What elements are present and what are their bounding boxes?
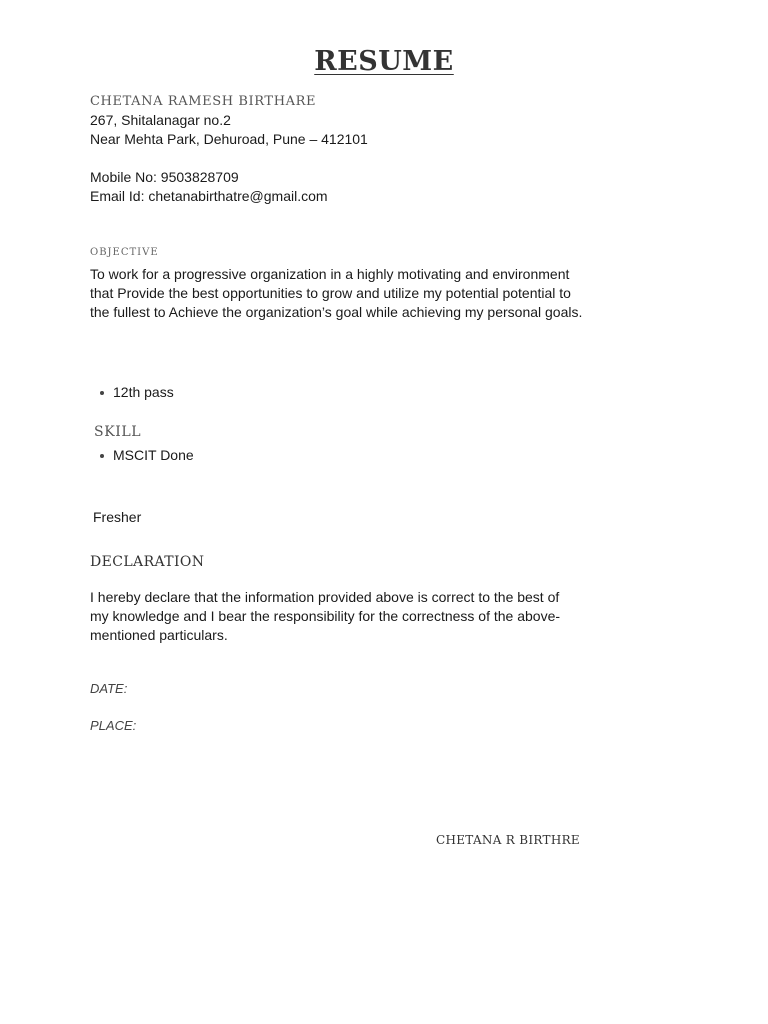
objective-heading: OBJECTIVE [90,247,159,258]
mobile-number: Mobile No: 9503828709 [90,169,239,185]
skill-list [90,446,194,465]
skill-item: MSCIT Done [90,446,194,465]
signature-name: CHETANA R BIRTHRE [436,833,580,847]
email-address: Email Id: chetanabirthatre@gmail.com [90,188,328,204]
date-label: DATE: [90,681,128,696]
skill-heading: SKILL [94,424,142,440]
declaration-heading: DECLARATION [90,554,205,570]
candidate-name: CHETANA RAMESH BIRTHARE [90,94,317,109]
address-line-1: 267, Shitalanagar no.2 [90,112,231,128]
place-label: PLACE: [90,718,137,733]
address-line-2: Near Mehta Park, Dehuroad, Pune – 412101 [90,131,368,147]
education-list [90,383,174,402]
resume-title: RESUME [314,46,454,77]
experience-text: Fresher [93,509,142,525]
declaration-text: I hereby declare that the information provided above is correct to the best of my knowledge and I bear the responsibility for the correctness of the above-mentioned particulars. [90,589,561,643]
objective-text: To work for a progressive organization in a highly motivating and environment that Provide the best opportunities to grow and utilize my potential potential to the fullest to Achieve the organization’s goal while achieving my personal goals. [90,266,583,320]
education-item: 12th pass [90,383,174,402]
